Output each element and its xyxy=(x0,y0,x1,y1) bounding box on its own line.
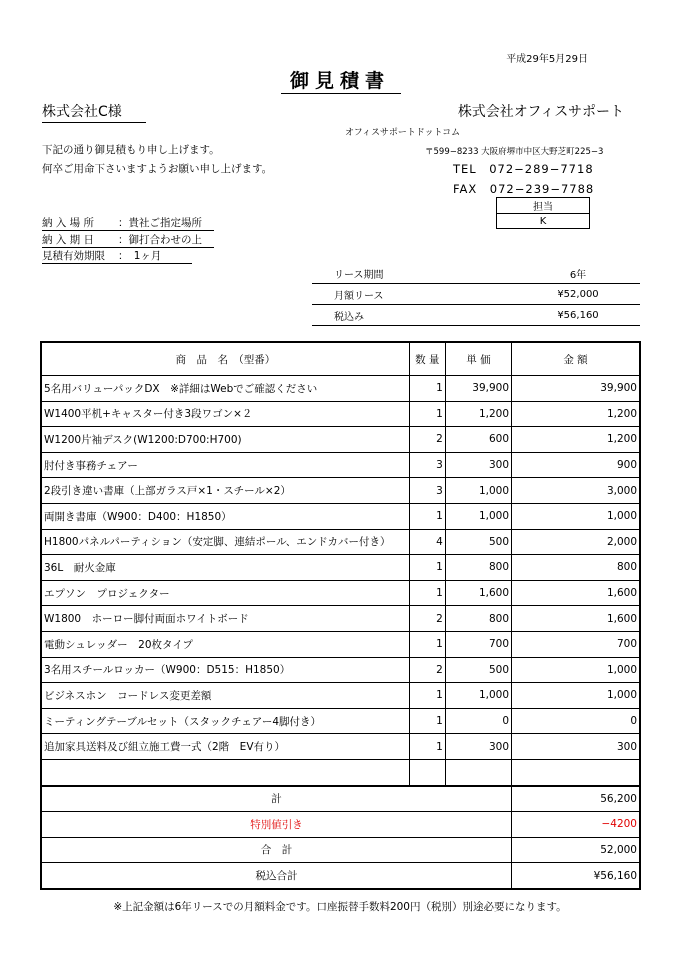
item-price xyxy=(445,759,511,785)
summary-row xyxy=(41,837,640,863)
document-title: 御見積書 xyxy=(289,70,390,92)
footnote: ※上記金額は6年リースでの月額料金です。口座振替手数料200円（税別）別途必要になります。 xyxy=(113,901,567,913)
item-qty: 2 xyxy=(409,606,445,632)
lease-label: 月額リース xyxy=(312,284,476,305)
item-name: ビジネスホン コードレス変更差額 xyxy=(41,683,409,709)
item-name: エプソン プロジェクター xyxy=(41,580,409,606)
item-name: 2段引き違い書庫（上部ガラス戸×1・スチール×2） xyxy=(41,478,409,504)
item-price: 500 xyxy=(445,529,511,555)
lease-value: 6年 xyxy=(476,263,640,284)
tanto-value: K xyxy=(497,214,590,229)
item-qty: 1 xyxy=(409,376,445,402)
item-price: 500 xyxy=(445,657,511,683)
table-row xyxy=(41,427,640,453)
person-in-charge-box xyxy=(496,197,590,229)
table-row xyxy=(41,580,640,606)
item-price: 1,200 xyxy=(445,401,511,427)
lease-label: 税込み xyxy=(312,305,476,326)
item-qty: 4 xyxy=(409,529,445,555)
condition-value: ：貴社ご指定場所 xyxy=(118,217,202,229)
summary-row xyxy=(41,812,640,838)
company-subtitle: オフィスサポートドットコム xyxy=(345,128,461,138)
estimate-table xyxy=(40,341,641,890)
item-qty: 1 xyxy=(409,580,445,606)
summary-row xyxy=(41,786,640,812)
lease-value: ¥56,160 xyxy=(476,305,640,326)
table-row xyxy=(41,708,640,734)
item-qty: 3 xyxy=(409,452,445,478)
condition-label: 納 入 期 日 xyxy=(42,234,95,246)
item-price: 600 xyxy=(445,427,511,453)
summary-label: 税込合計 xyxy=(41,863,512,889)
table-row xyxy=(41,503,640,529)
table-row xyxy=(41,376,640,402)
item-name: W1400平机+キャスター付き3段ワゴン×２ xyxy=(41,401,409,427)
company-fax: FAX 072−239−7788 xyxy=(453,182,595,196)
item-name: 5名用バリューパックDX ※詳細はWebでご確認ください xyxy=(41,376,409,402)
item-qty: 1 xyxy=(409,708,445,734)
item-amount: 700 xyxy=(512,631,640,657)
table-header xyxy=(41,342,640,376)
summary-value: −4200 xyxy=(512,812,640,838)
item-amount: 1,600 xyxy=(512,580,640,606)
item-name: 追加家具送料及び組立施工費一式（2階 EV有り） xyxy=(41,734,409,760)
item-name: H1800パネルパーティション（安定脚、連結ポール、エンドカバー付き） xyxy=(41,529,409,555)
item-amount: 1,000 xyxy=(512,657,640,683)
item-name: W1200片袖デスク(W1200:D700:H700) xyxy=(41,427,409,453)
item-price: 1,600 xyxy=(445,580,511,606)
summary-row xyxy=(41,863,640,889)
company-tel: TEL 072−289−7718 xyxy=(453,162,594,176)
delivery-date xyxy=(42,232,214,248)
summary-label: 特別値引き xyxy=(41,812,512,838)
item-qty: 1 xyxy=(409,555,445,581)
header-price: 単 価 xyxy=(445,342,511,376)
item-price: 39,900 xyxy=(445,376,511,402)
table-row xyxy=(41,759,640,785)
item-amount: 900 xyxy=(512,452,640,478)
delivery-place xyxy=(42,215,214,231)
table-row xyxy=(41,401,640,427)
item-price: 1,000 xyxy=(445,478,511,504)
item-qty: 1 xyxy=(409,631,445,657)
item-price: 1,000 xyxy=(445,683,511,709)
item-qty: 1 xyxy=(409,401,445,427)
item-amount: 1,200 xyxy=(512,401,640,427)
item-amount: 800 xyxy=(512,555,640,581)
tanto-label: 担当 xyxy=(497,198,590,214)
table-row xyxy=(41,452,640,478)
table-row xyxy=(41,478,640,504)
item-price: 300 xyxy=(445,452,511,478)
table-row xyxy=(41,606,640,632)
item-amount: 1,000 xyxy=(512,503,640,529)
item-name: 36L 耐火金庫 xyxy=(41,555,409,581)
header-qty: 数 量 xyxy=(409,342,445,376)
item-amount: 2,000 xyxy=(512,529,640,555)
item-name: 肘付き事務チェアー xyxy=(41,452,409,478)
summary-label: 合 計 xyxy=(41,837,512,863)
item-name: 3名用スチールロッカー（W900：D515：H1850） xyxy=(41,657,409,683)
item-qty: 2 xyxy=(409,427,445,453)
item-qty xyxy=(409,759,445,785)
condition-value: ： 1ヶ月 xyxy=(118,250,162,262)
summary-value: 52,000 xyxy=(512,837,640,863)
company-address: 〒599−8233 大阪府堺市中区大野芝町225−3 xyxy=(425,147,604,157)
company-name: 株式会社オフィスサポート xyxy=(457,104,624,120)
item-name xyxy=(41,759,409,785)
item-qty: 3 xyxy=(409,478,445,504)
table-row xyxy=(41,529,640,555)
summary-value: ¥56,160 xyxy=(512,863,640,889)
validity-period xyxy=(42,248,192,264)
item-qty: 1 xyxy=(409,683,445,709)
issue-date: 平成29年5月29日 xyxy=(506,54,588,65)
table-row xyxy=(41,631,640,657)
customer-name: 株式会社C様 xyxy=(42,101,146,123)
summary-label: 計 xyxy=(41,786,512,812)
header-amount: 金 額 xyxy=(512,342,640,376)
lease-value: ¥52,000 xyxy=(476,284,640,305)
greeting-line-2: 何卒ご用命下さいますようお願い申し上げます。 xyxy=(42,163,273,175)
item-amount: 1,000 xyxy=(512,683,640,709)
item-name: ミーティングテーブルセット（スタックチェアー4脚付き） xyxy=(41,708,409,734)
table-row xyxy=(41,734,640,760)
item-price: 1,000 xyxy=(445,503,511,529)
lease-label: リース期間 xyxy=(312,263,476,284)
summary-value: 56,200 xyxy=(512,786,640,812)
item-amount: 0 xyxy=(512,708,640,734)
item-price: 800 xyxy=(445,555,511,581)
item-price: 0 xyxy=(445,708,511,734)
condition-label: 見積有効期限 xyxy=(42,250,105,262)
condition-value: ：御打合わせの上 xyxy=(118,234,202,246)
item-amount: 3,000 xyxy=(512,478,640,504)
table-row xyxy=(41,683,640,709)
item-price: 800 xyxy=(445,606,511,632)
title-underline xyxy=(281,93,401,94)
table-row xyxy=(41,657,640,683)
item-price: 700 xyxy=(445,631,511,657)
item-amount: 300 xyxy=(512,734,640,760)
header-name: 商 品 名 （型番） xyxy=(41,342,409,376)
item-price: 300 xyxy=(445,734,511,760)
item-amount: 1,200 xyxy=(512,427,640,453)
item-name: W1800 ホーロー脚付両面ホワイトボード xyxy=(41,606,409,632)
table-row xyxy=(41,555,640,581)
item-amount xyxy=(512,759,640,785)
lease-summary xyxy=(312,263,640,326)
item-qty: 1 xyxy=(409,734,445,760)
item-amount: 39,900 xyxy=(512,376,640,402)
item-qty: 2 xyxy=(409,657,445,683)
item-qty: 1 xyxy=(409,503,445,529)
greeting-line-1: 下記の通り御見積もり申し上げます。 xyxy=(42,144,220,156)
item-name: 両開き書庫（W900：D400：H1850） xyxy=(41,503,409,529)
item-amount: 1,600 xyxy=(512,606,640,632)
condition-label: 納 入 場 所 xyxy=(42,217,95,229)
item-name: 電動シュレッダー 20枚タイプ xyxy=(41,631,409,657)
